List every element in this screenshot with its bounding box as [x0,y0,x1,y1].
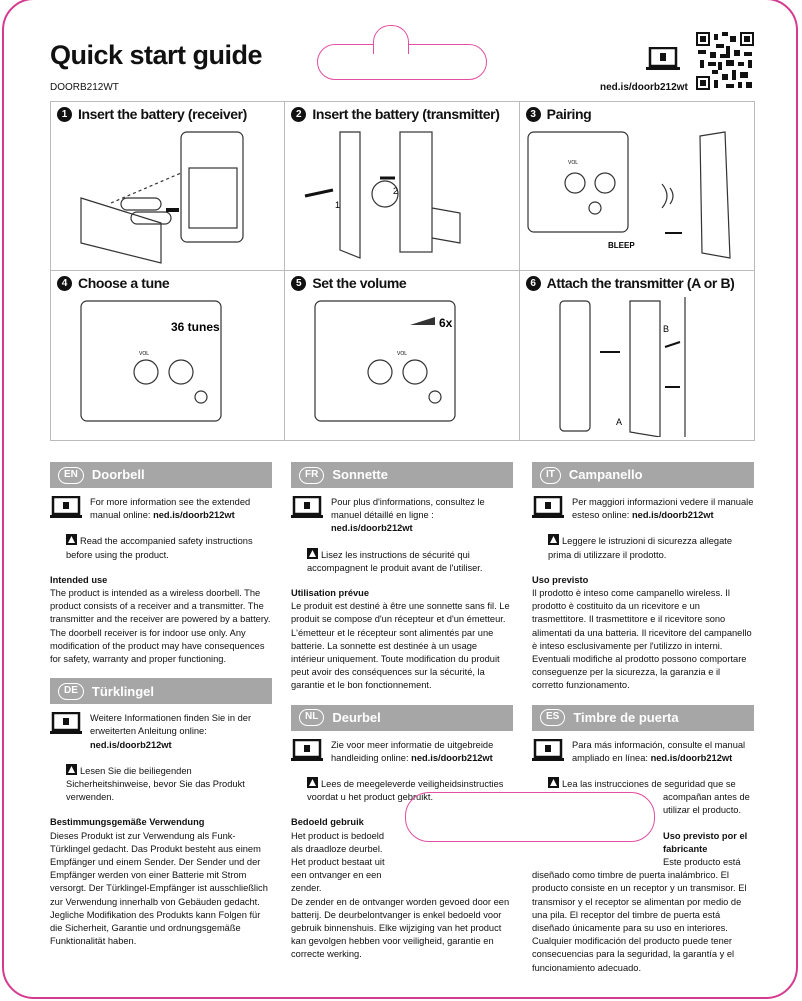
manual-link[interactable]: ned.is/doorb212wt [153,510,235,521]
body-text: Dieses Produkt ist zur Verwendung als Funk-Türklingel gedacht. Das Produkt besteht aus einem Empfänger und einem Sender. Der Sender und der Empfänger werden von einer Batterie mit Strom versorgt. Der Türklingel-Empfänger ist ausschließlich zur Verwendung innerhalb von Gebäuden gedacht. Jegliche Modifikation des Produkts kann Folgen für die Sicherheit, Garantie und ordnungsgemäße Funktionalität haben. [50,830,268,947]
laptop-info-icon [291,739,323,763]
section-header [50,462,272,488]
safety-text: acompañan antes de utilizar el producto. [663,792,750,816]
safety-text: Lisez les instructions de sécurité qui accompagnent le produit avant de l'utiliser. [307,549,483,573]
laptop-info-icon [291,496,323,520]
step-number: 2 [291,107,306,122]
decorative-pink-outline [405,792,655,842]
choose-tune-illustration [51,297,285,437]
model-number: DOORB212WT [50,82,119,93]
section-header [50,678,272,704]
manual-link[interactable]: ned.is/doorb212wt [650,752,733,763]
body-text: diseñado como timbre de puerta inalámbrico. El producto consiste en un receptor y un transmisor. El transmisor y el receptor se alimentan por medio de una pila. El receptor del timbre de puerta está diseñado únicamente para su uso en interiores. Cualquier modificación del producto puede tener consecuencias para la seguridad, la garantía y el funcionamiento adecuado. [532,870,747,973]
body-text: Il prodotto è inteso come campanello wireless. Il prodotto è costituito da un ricevitore e un trasmettitore. Il trasmettitore e il ricevitore sono alimentati da una batteria. Il ricevitore del campanello è inteso esclusivamente per l'utilizzo in interni. Eventuali modifiche al prodotto possono comportare conseguenze per la sicurezza, la garanzia e il corretto funzionamento. [532,588,752,691]
page-title: Quick start guide [50,40,263,70]
step-2 [285,102,519,271]
info-text: Para más información, consulte el manual ampliado en línea: [572,739,746,763]
warning-icon [548,534,559,545]
manual-link[interactable]: ned.is/doorb212wt [90,739,172,750]
section-title: Doorbell [91,467,145,483]
step-title: Insert the battery (transmitter) [312,106,500,122]
safety-text: Read the accompanied safety instructions before using the product. [66,536,253,560]
info-text: For more information see the extended manual online: [90,497,251,521]
laptop-info-icon [532,496,564,520]
language-badge: FR [299,467,324,484]
section-title: Campanello [568,467,643,483]
transmitter-battery-illustration [285,128,519,268]
mount-label-a: A [615,417,622,427]
warning-icon [548,777,559,788]
press-count-label: 6x [439,316,453,330]
section-title: Deurbel [332,710,381,726]
step-title: Choose a tune [78,275,170,291]
qr-code[interactable] [696,32,754,90]
section-en [50,462,272,960]
language-badge: NL [299,709,324,726]
subheading: Intended use [50,574,108,585]
step-number: 5 [291,276,306,291]
step-1 [51,102,285,271]
safety-text: Lea las instrucciones de seguridad que se [562,779,736,790]
section-title: Sonnette [332,467,388,483]
section-header [291,705,513,731]
laptop-info-icon [50,496,82,520]
set-volume-illustration [285,297,519,437]
info-text: Weitere Informationen finden Sie in der erweiterten Anleitung online: [90,713,252,737]
pairing-illustration [520,128,754,268]
step-title: Insert the battery (receiver) [78,106,247,122]
laptop-info-icon [646,47,680,73]
warning-icon [307,777,318,788]
safety-text: Lesen Sie die beiliegenden Sicherheitshinweise, bevor Sie das Produkt verwenden. [66,765,245,803]
step-number: 4 [57,276,72,291]
body-text: The product is intended as a wireless doorbell. The product consists of a receiver and a transmitter. The transmitter and the receiver are powered by a battery. The doorbell receiver is for indoor use only. Any modification of the product may have consequences for safety, warranty and proper functioning. [50,588,271,665]
warning-icon [66,764,77,775]
language-badge: ES [540,709,565,726]
safety-text: Lees de meegeleverde veiligheidsinstructies voordat u het product gebruikt. [307,779,504,803]
section-header [532,705,754,731]
arrow-label: 2 [393,186,399,196]
language-badge: DE [58,683,84,700]
subheading: Uso previsto por el fabricante [663,830,748,854]
info-text: Per maggiori informazioni vedere il manuale esteso online: [572,497,754,521]
manual-link[interactable]: ned.is/doorb212wt [331,523,413,534]
body-text: Este producto está [663,857,741,868]
manual-link[interactable]: ned.is/doorb212wt [631,510,714,521]
section-it [532,462,754,987]
mount-label-b: B [662,324,669,334]
step-5 [285,271,519,440]
laptop-info-icon [50,712,82,736]
warning-icon [66,534,77,545]
subheading: Uso previsto [532,574,589,585]
safety-text: Leggere le istruzioni di sicurezza allegate prima di utilizzare il prodotto. [548,536,733,560]
decorative-cloud-shape [317,44,487,80]
step-title: Pairing [546,106,592,122]
attach-transmitter-illustration [520,297,754,437]
step-3 [520,102,754,271]
manual-link[interactable]: ned.is/doorb212wt [411,752,493,763]
manual-url[interactable]: ned.is/doorb212wt [600,82,688,93]
laptop-info-icon [532,739,564,763]
body-text: De zender en de ontvanger worden gevoed door een batterij. De deurbelontvanger is enkel bedoeld voor gebruik binnenshuis. Elke wijziging van het product kan gevolgen hebben voor veiligheid, garantie en correcte werking. [291,896,510,960]
subheading: Bedoeld gebruik [291,817,364,828]
body-text: Le produit est destiné à être une sonnette sans fil. Le produit se compose d'un récepteur et d'un émetteur. L'émetteur et le récepteur sont alimentés par une batterie. La sonnette est destinée à un usage intérieur uniquement. Toute modification du produit peut avoir des conséquences sur la sécurité, la garantie et le bon fonctionnement. [291,601,510,691]
section-header [291,462,513,488]
warning-icon [307,548,318,559]
section-header [532,462,754,488]
step-6 [520,271,754,440]
subheading: Utilisation prévue [291,588,370,599]
receiver-battery-illustration [51,128,285,268]
body-text: Het product is bedoeld als draadloze deurbel. Het product bestaat uit een ontvanger en een zender. [291,830,385,894]
step-4 [51,271,285,440]
language-badge: EN [58,467,84,484]
vol-label: VOL [397,351,408,357]
section-fr [291,462,513,974]
step-number: 6 [526,276,541,291]
step-number: 3 [526,107,541,122]
info-text: Pour plus d'informations, consultez le manuel détaillé en ligne : [331,497,485,521]
vol-label: VOL [139,351,150,357]
arrow-label: 1 [335,200,341,210]
step-title: Set the volume [312,275,407,291]
step-number: 1 [57,107,72,122]
tunes-label: 36 tunes [171,320,220,334]
section-title: Türklingel [91,683,155,699]
info-text: Zie voor meer informatie de uitgebreide handleiding online: [331,739,494,763]
language-badge: IT [540,467,561,484]
vol-label: VOL [567,160,578,166]
section-title: Timbre de puerta [573,710,679,726]
subheading: Bestimmungsgemäße Verwendung [50,817,205,828]
bleep-label: BLEEP [607,241,635,250]
step-title: Attach the transmitter (A or B) [546,275,735,291]
steps-grid [50,101,755,441]
